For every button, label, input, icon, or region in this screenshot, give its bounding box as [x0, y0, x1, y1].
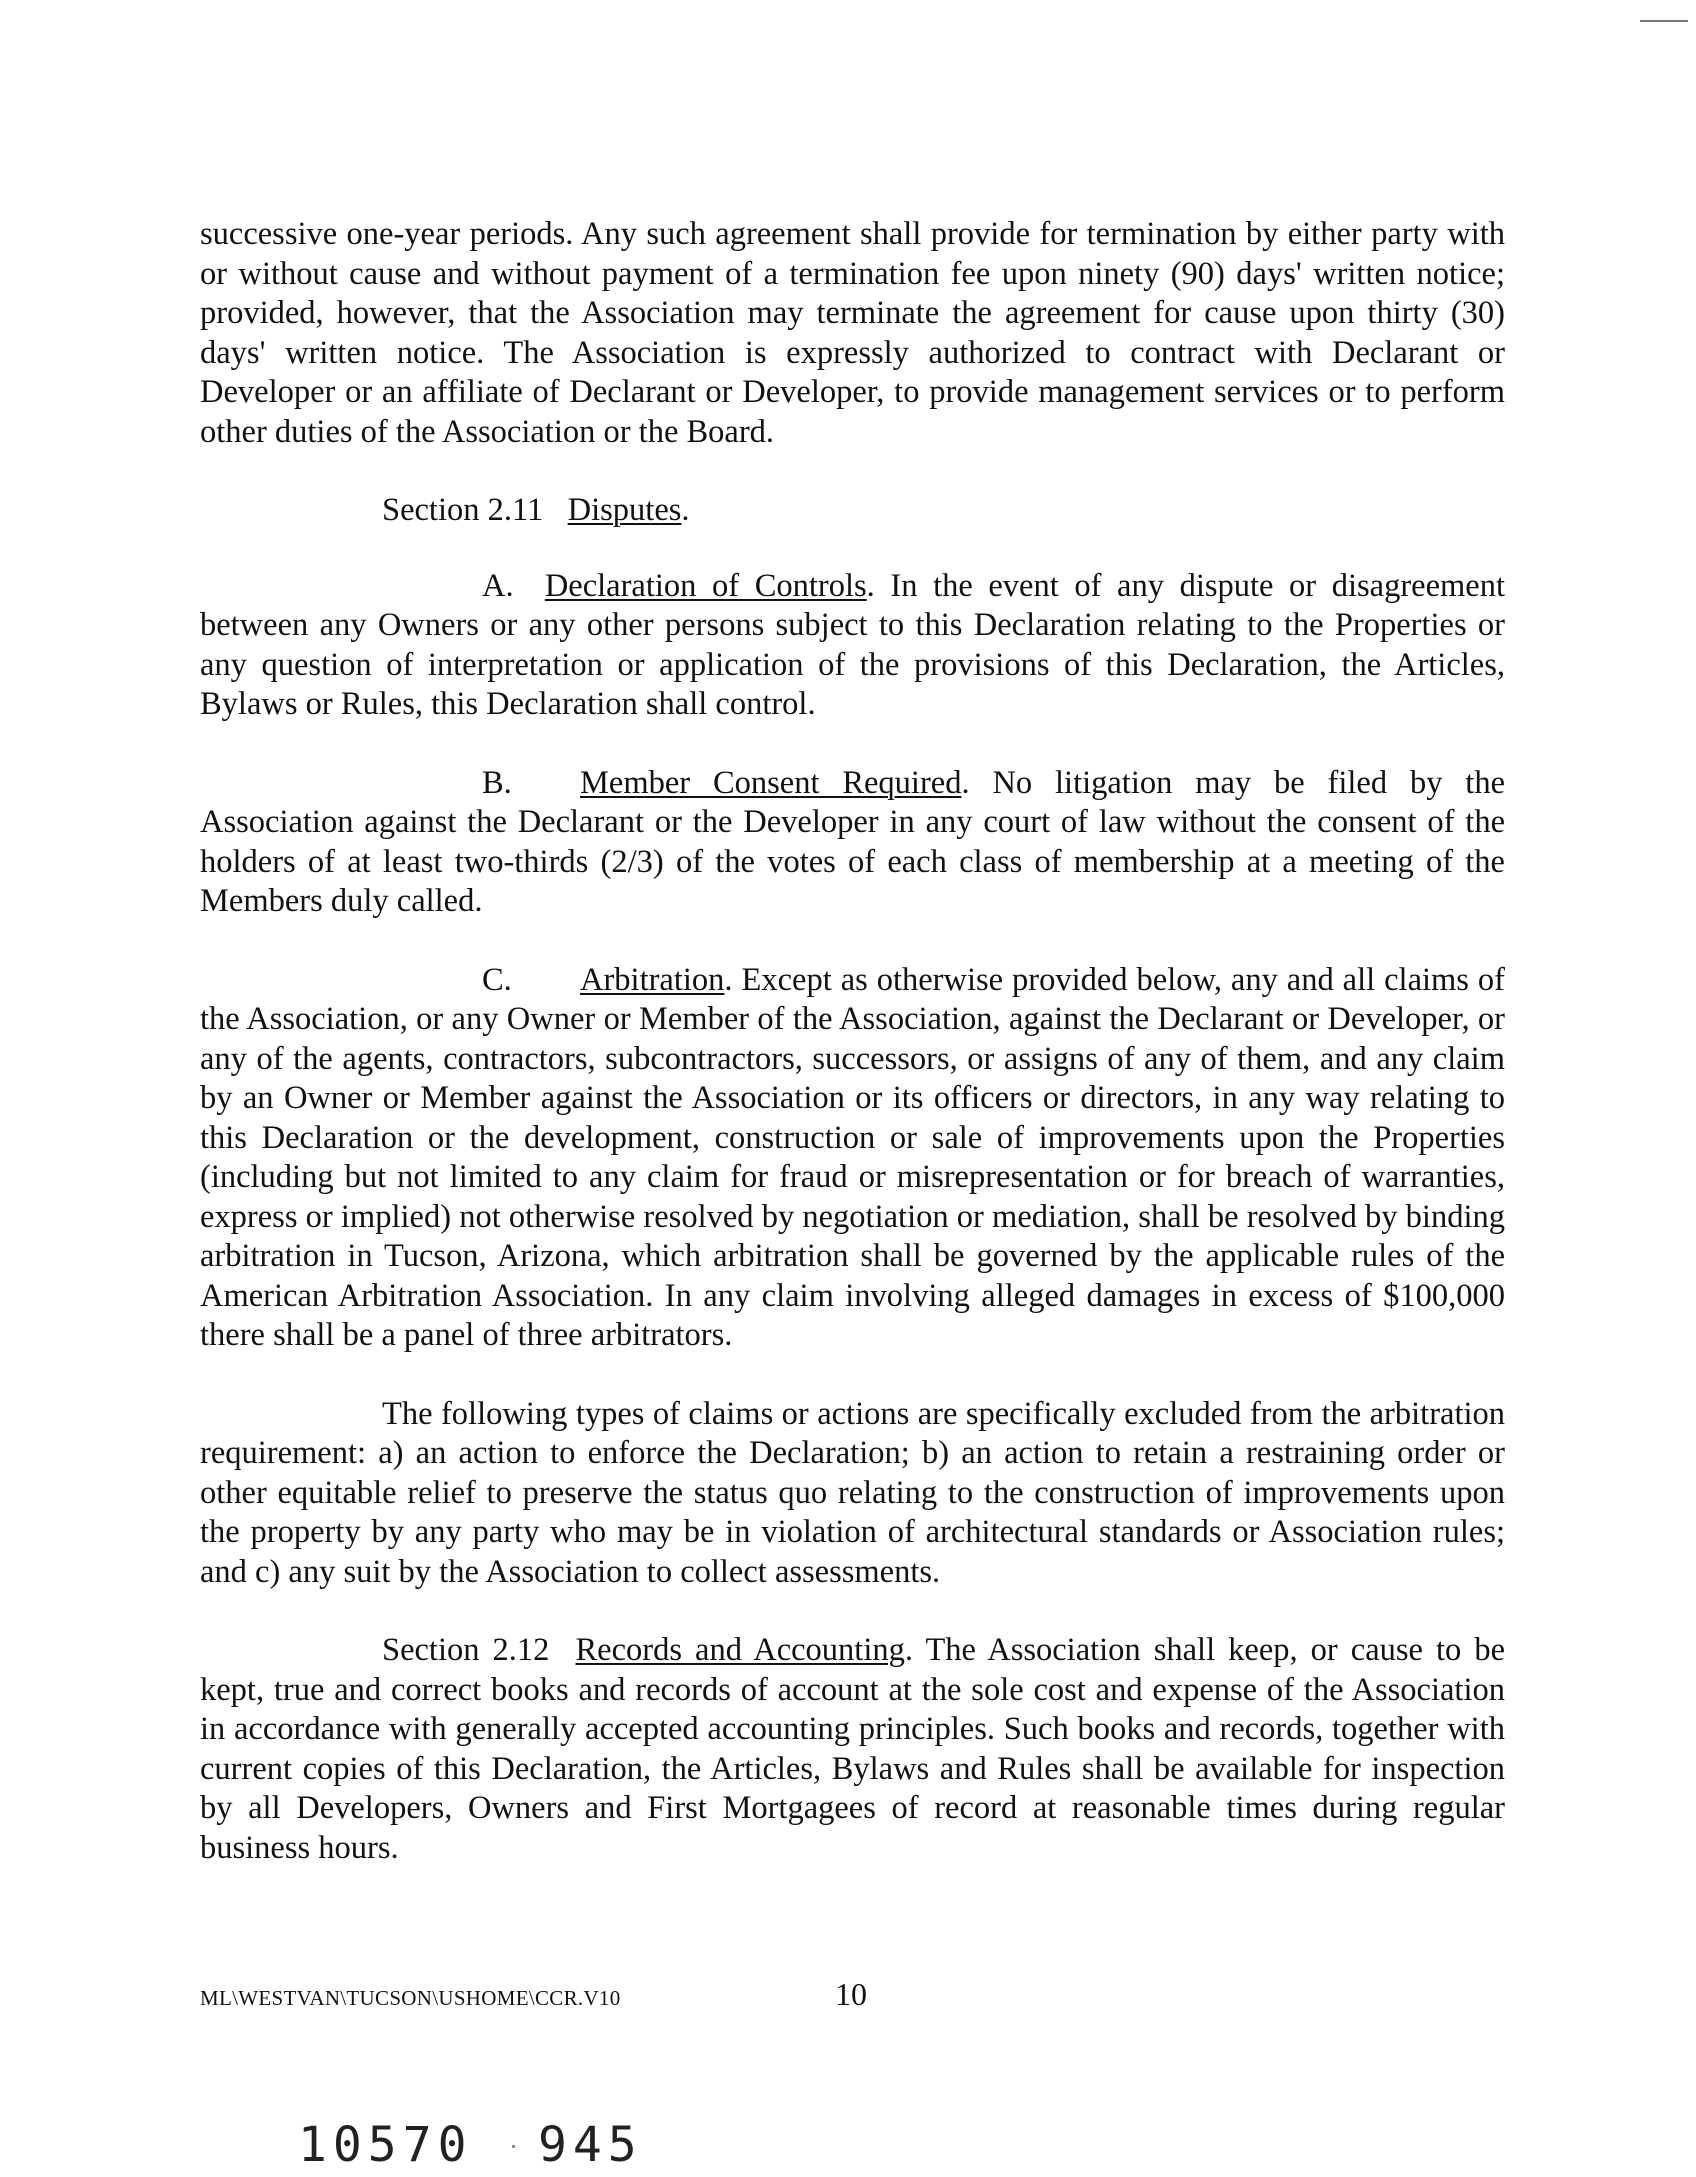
intro-paragraph: successive one-year periods. Any such agreement shall provide for termination by either party with or without cause and without payment of a termination fee upon ninety (90) days' written notice; provided, however, that the Association may terminate the agreement for cause upon thirty (30) days' written notice. The Association is expressly authorized to contract with Declarant or Developer or an affiliate of Declarant or Developer, to provide management services or to perform other duties of the Association or the Board.	[200, 216, 1505, 450]
subsection-title: Arbitration	[580, 961, 725, 998]
page-footer	[200, 1976, 1505, 2016]
subsection-b	[200, 764, 1505, 922]
subsection-letter: C.	[482, 961, 512, 998]
section-2-12	[200, 1631, 1505, 1868]
corner-scan-mark	[1640, 20, 1688, 22]
subsection-a	[200, 567, 1505, 725]
page-number: 10	[835, 1976, 867, 2012]
section-2-11-heading: Section 2.11 Disputes.	[382, 492, 690, 528]
section-number: Section 2.11	[382, 492, 544, 528]
subsection-body: . In the event of any dispute or disagreement between any Owners or any other persons subject to this Declaration relating to the Properties or any question of interpretation or application of the provisions of this Declaration, the Articles, Bylaws or Rules, this Declaration shall control.	[200, 567, 1505, 722]
stamp-dot	[512, 2145, 515, 2148]
section-number: Section 2.12	[382, 1632, 550, 1668]
section-body: . The Association shall keep, or cause to be kept, true and correct books and records of account at the sole cost and expense of the Association in accordance with generally accepted accounting principles. Such books and records, together with current copies of this Declaration, the Articles, Bylaws and Rules shall be available for inspection by all Developers, Owners and First Mortgagees of record at reasonable times during regular business hours.	[200, 1632, 1505, 1866]
exclusions-paragraph: The following types of claims or actions are specifically excluded from the arbitration requirement: a) an action to enforce the Declaration; b) an action to retain a restraining order or other equitable relief to preserve the status quo relating to the construction of improvements upon the property by any party who may be in violation of architectural standards or Association rules; and c) any suit by the Association to collect assessments.	[200, 1395, 1505, 1590]
subsection-title: Declaration of Controls	[544, 567, 867, 604]
section-title: Records and Accounting	[575, 1632, 905, 1668]
section-title: Disputes	[567, 492, 682, 528]
footer-file-path: ML\WESTVAN\TUCSON\USHOME\CCR.V10	[200, 1986, 621, 2010]
document-body	[200, 215, 1505, 1868]
subsection-body: . No litigation may be filed by the Association against the Declarant or the Developer in any court of law without the consent of the holders of at least two-thirds (2/3) of the votes of each class of membership at a meeting of the Members duly called.	[200, 764, 1506, 919]
recording-book-number: 10570	[298, 2117, 473, 2173]
recording-page-number: 945	[538, 2117, 643, 2173]
subsection-letter: A.	[482, 567, 514, 604]
subsection-title: Member Consent Required	[580, 764, 962, 801]
subsection-c	[200, 961, 1505, 1356]
subsection-body: . Except as otherwise provided below, any and all claims of the Association, or any Owner or Member of the Association, against the Declarant or Developer, or any of the agents, contractors, subcontractors, successors, or assigns of any of them, and any claim by an Owner or Member against the Association or its officers or directors, in any way relating to this Declaration or the development, construction or sale of improvements upon the Properties (including but not limited to any claim for fraud or misrepresentation or for breach of warranties, express or implied) not otherwise resolved by negotiation or mediation, shall be resolved by binding arbitration in Tucson, Arizona, which arbitration shall be governed by the applicable rules of the American Arbitration Association. In any claim involving alleged damages in excess of $100,000 there shall be a panel of three arbitrators.	[200, 961, 1505, 1353]
subsection-letter: B.	[482, 764, 512, 801]
